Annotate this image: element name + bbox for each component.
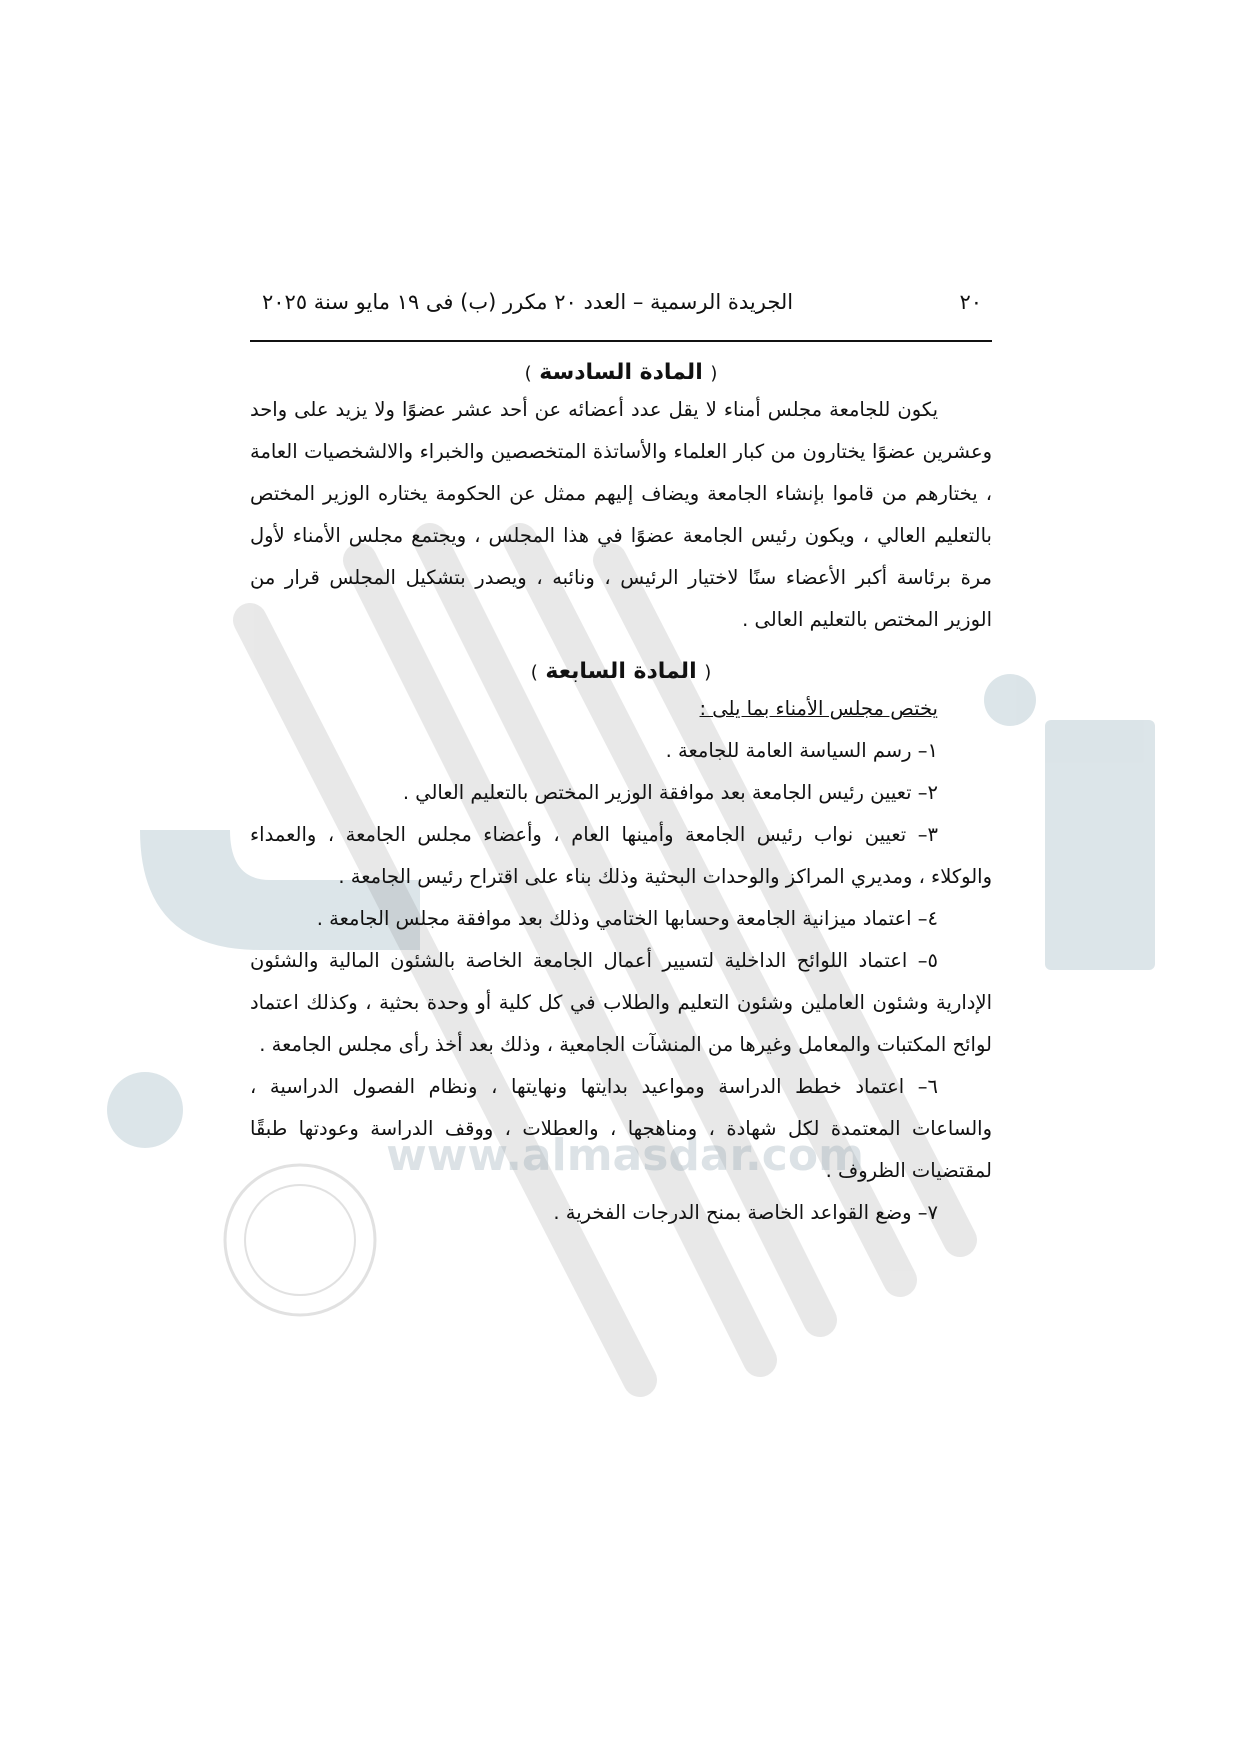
list-item: ٣– تعيين نواب رئيس الجامعة وأمينها العام ، وأعضاء مجلس الجامعة ، والعمداء والوكلاء ، ومديري المراكز والوحدات البحثية وذلك بناء على اقتراح رئيس الجامعة . <box>250 823 992 888</box>
page-header <box>250 290 992 320</box>
header-rule <box>250 340 992 342</box>
article-7-intro: يختص مجلس الأمناء بما يلى : <box>699 697 938 720</box>
list-item: ٧– وضع القواعد الخاصة بمنح الدرجات الفخرية . <box>553 1201 938 1224</box>
article-7-title: المادة السابعة <box>545 659 697 684</box>
journal-title: الجريدة الرسمية – العدد ٢٠ مكرر (ب) فى ١٩ مايو سنة ٢٠٢٥ <box>262 290 794 314</box>
list-item: ١– رسم السياسة العامة للجامعة . <box>665 739 938 762</box>
document-page <box>250 290 992 1234</box>
page-number: ٢٠ <box>959 290 982 314</box>
article-6-title: المادة السادسة <box>539 360 703 385</box>
watermark-url: www.almasdar.com <box>386 1130 864 1181</box>
article-7-heading: ( المادة السابعة ) <box>530 659 712 684</box>
article-6-heading: ( المادة السادسة ) <box>524 360 718 385</box>
list-item: ٢– تعيين رئيس الجامعة بعد موافقة الوزير المختص بالتعليم العالي . <box>402 781 938 804</box>
list-item: ٥– اعتماد اللوائح الداخلية لتسيير أعمال الجامعة الخاصة بالشئون المالية والشئون الإدارية وشئون العاملين وشئون التعليم والطلاب في كل كلية أو وحدة بحثية ، وكذلك اعتماد لوائح المكتبات والمعامل وغيرها من المنشآت الجامعية ، وذلك بعد أخذ رأى مجلس الجامعة . <box>250 949 992 1056</box>
article-6-text: يكون للجامعة مجلس أمناء لا يقل عدد أعضائه عن أحد عشر عضوًا ولا يزيد على واحد وعشرين عضوًا يختارون من كبار العلماء والأساتذة المتخصصين والخبراء والالشخصيات العامة ، يختارهم من قاموا بإنشاء الجامعة ويضاف إليهم ممثل عن الحكومة يختاره الوزير المختص بالتعليم العالي ، ويكون رئيس الجامعة عضوًا في هذا المجلس ، ويجتمع مجلس الأمناء لأول مرة برئاسة أكبر الأعضاء سنًا لاختيار الرئيس ، ونائبه ، ويصدر بتشكيل المجلس قرار من الوزير المختص بالتعليم العالى . <box>250 398 992 631</box>
list-item: ٤– اعتماد ميزانية الجامعة وحسابها الختامي وذلك بعد موافقة مجلس الجامعة . <box>316 907 938 930</box>
list-item: ٦– اعتماد خطط الدراسة ومواعيد بدايتها ونهايتها ، ونظام الفصول الدراسية ، والساعات المعتمدة لكل شهادة ، ومناهجها ، والعطلات ، ووقف الدراسة وعودتها طبقًا لمقتضيات الظروف . <box>250 1075 992 1182</box>
